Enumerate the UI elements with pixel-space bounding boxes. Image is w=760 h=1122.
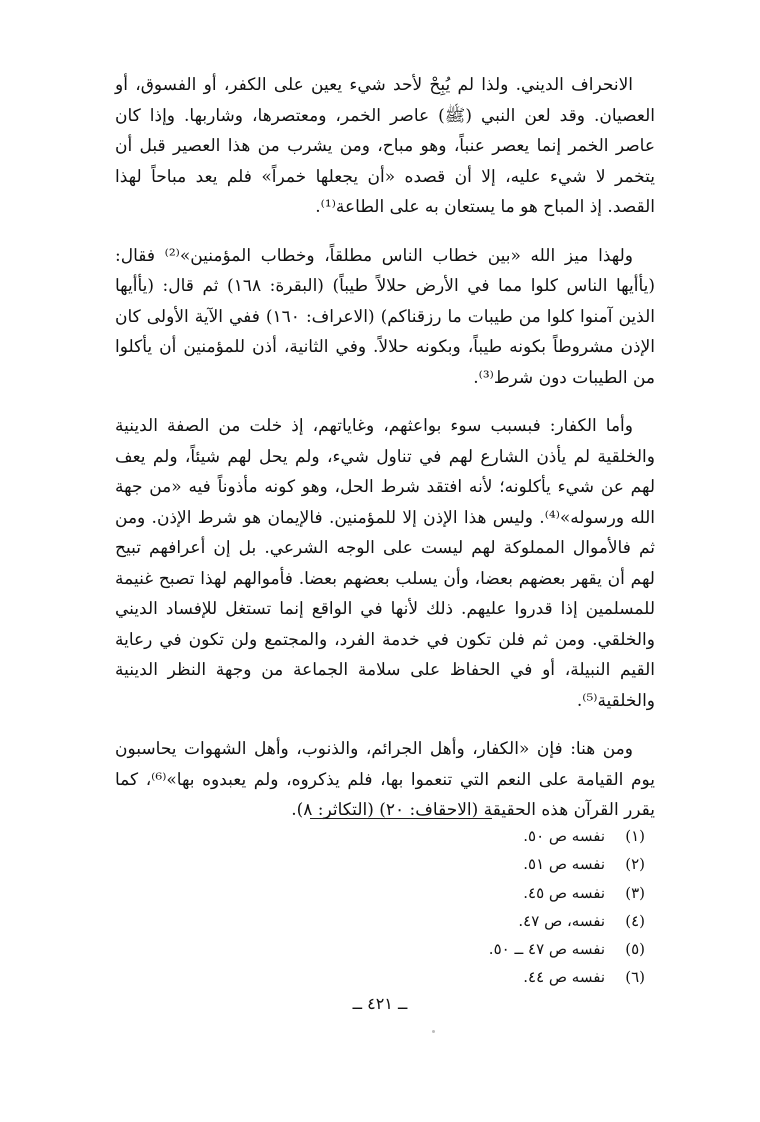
footnote-text: نفسه ص ٥٠. xyxy=(523,827,605,845)
paragraph: ولهذا ميز الله «بين خطاب الناس مطلقاً، وخطاب المؤمنين»⁽²⁾ فقال: (يأأيها الناس كلوا مما في الأرض حلالاً طيباً) (البقرة: ١٦٨) ثم قال: (يأأيها الذين آمنوا كلوا من طيبات ما رزقناكم) (الاعراف: ١٦٠) ففي الآية الأولى كان الإذن مشروطاً بكونه طيباً، وبكونه حلالاً. وفي الثانية، أذن للمؤمنين أن يأكلوا من الطيبات دون شرط⁽³⁾. xyxy=(115,245,655,388)
footnotes xyxy=(345,822,645,992)
footnote-text: نفسه ص ٤٧ ــ ٥٠. xyxy=(488,940,605,959)
footnote-number: (٦) xyxy=(625,968,645,987)
footnote-number: (٥) xyxy=(625,940,645,959)
paragraph: ومن هنا: فإن «الكفار، وأهل الجرائم، والذنوب، وأهل الشهوات يحاسبون يوم القيامة على النعم التي تنعموا بها، فلم يذكروه، ولم يعبدوه بها»⁽⁶⁾، كما يقرر القرآن هذه الحقيقة (الاحقاف: ٢٠) (التكاثر: ٨). xyxy=(115,739,655,820)
footnote-number: (٢) xyxy=(625,855,645,874)
footnote xyxy=(345,822,645,850)
main-text xyxy=(115,70,655,826)
footnote xyxy=(345,879,645,907)
footnote-text: نفسه ص ٤٥. xyxy=(523,883,605,902)
footnote-text: نفسه ص ٤٤. xyxy=(523,968,605,987)
footnote xyxy=(345,935,645,963)
footnote-number: (٣) xyxy=(625,883,645,902)
footnote xyxy=(345,963,645,991)
footnote xyxy=(345,850,645,878)
footnote-separator xyxy=(310,818,492,819)
footnote-text: نفسه ص ٥١. xyxy=(523,855,605,874)
paragraph: الانحراف الديني. ولذا لم يُبِحْ لأحد شيء يعين على الكفر، أو الفسوق، أو العصيان. وقد لعن النبي (ﷺ) عاصر الخمر، ومعتصرها، وشاربها. وإذا كان عاصر الخمر إنما يعصر عنباً، وهو مباح، ومن يشرب من هذا العصير قبل أن يتخمر لا شيء عليه، إلا أن قصده «أن يجعلها خمراً» فلم يعد مباحاً لهذا القصد. إذ المباح هو ما يستعان به على الطاعة⁽¹⁾. xyxy=(115,75,655,217)
footnote-number: (٤) xyxy=(625,911,645,930)
footnote xyxy=(345,907,645,935)
footnote-text: نفسه، ص ٤٧. xyxy=(518,911,605,930)
paragraph: وأما الكفار: فبسبب سوء بواعثهم، وغاياتهم، إذ خلت من الصفة الدينية والخلقية لم يأذن الشارع لهم في تناول شيء، ولم يحل لهم شيئاً، ولم يعف لهم عن شيء يأكلونه؛ لأنه افتقد شرط الحل، وهو كونه مأذوناً فيه «من جهة الله ورسوله»⁽⁴⁾. وليس هذا الإذن إلا للمؤمنين. فالإيمان هو شرط الإذن. ومن ثم فالأموال المملوكة لهم ليست على الوجه الشرعي. بل إن أعرافهم تبيح لهم أن يقهر بعضهم بعضا، وأن يسلب بعضهم بعضا. فأموالهم لهذا تصبح غنيمة للمسلمين إذا قدروا عليهم. ذلك لأنها في الواقع إنما تستغل للإفساد الديني والخلقي. ومن ثم فلن تكون في خدمة الفرد، والمجتمع ولن تكون في رعاية القيم النبيلة، أو في الحفاظ على سلامة الجماعة من وجهة النظر الدينية والخلقية⁽⁵⁾. xyxy=(115,416,655,711)
scan-speck xyxy=(432,1030,435,1033)
page-number: ــ ٤٢١ ــ xyxy=(352,994,408,1013)
footnote-number: (١) xyxy=(625,827,645,845)
